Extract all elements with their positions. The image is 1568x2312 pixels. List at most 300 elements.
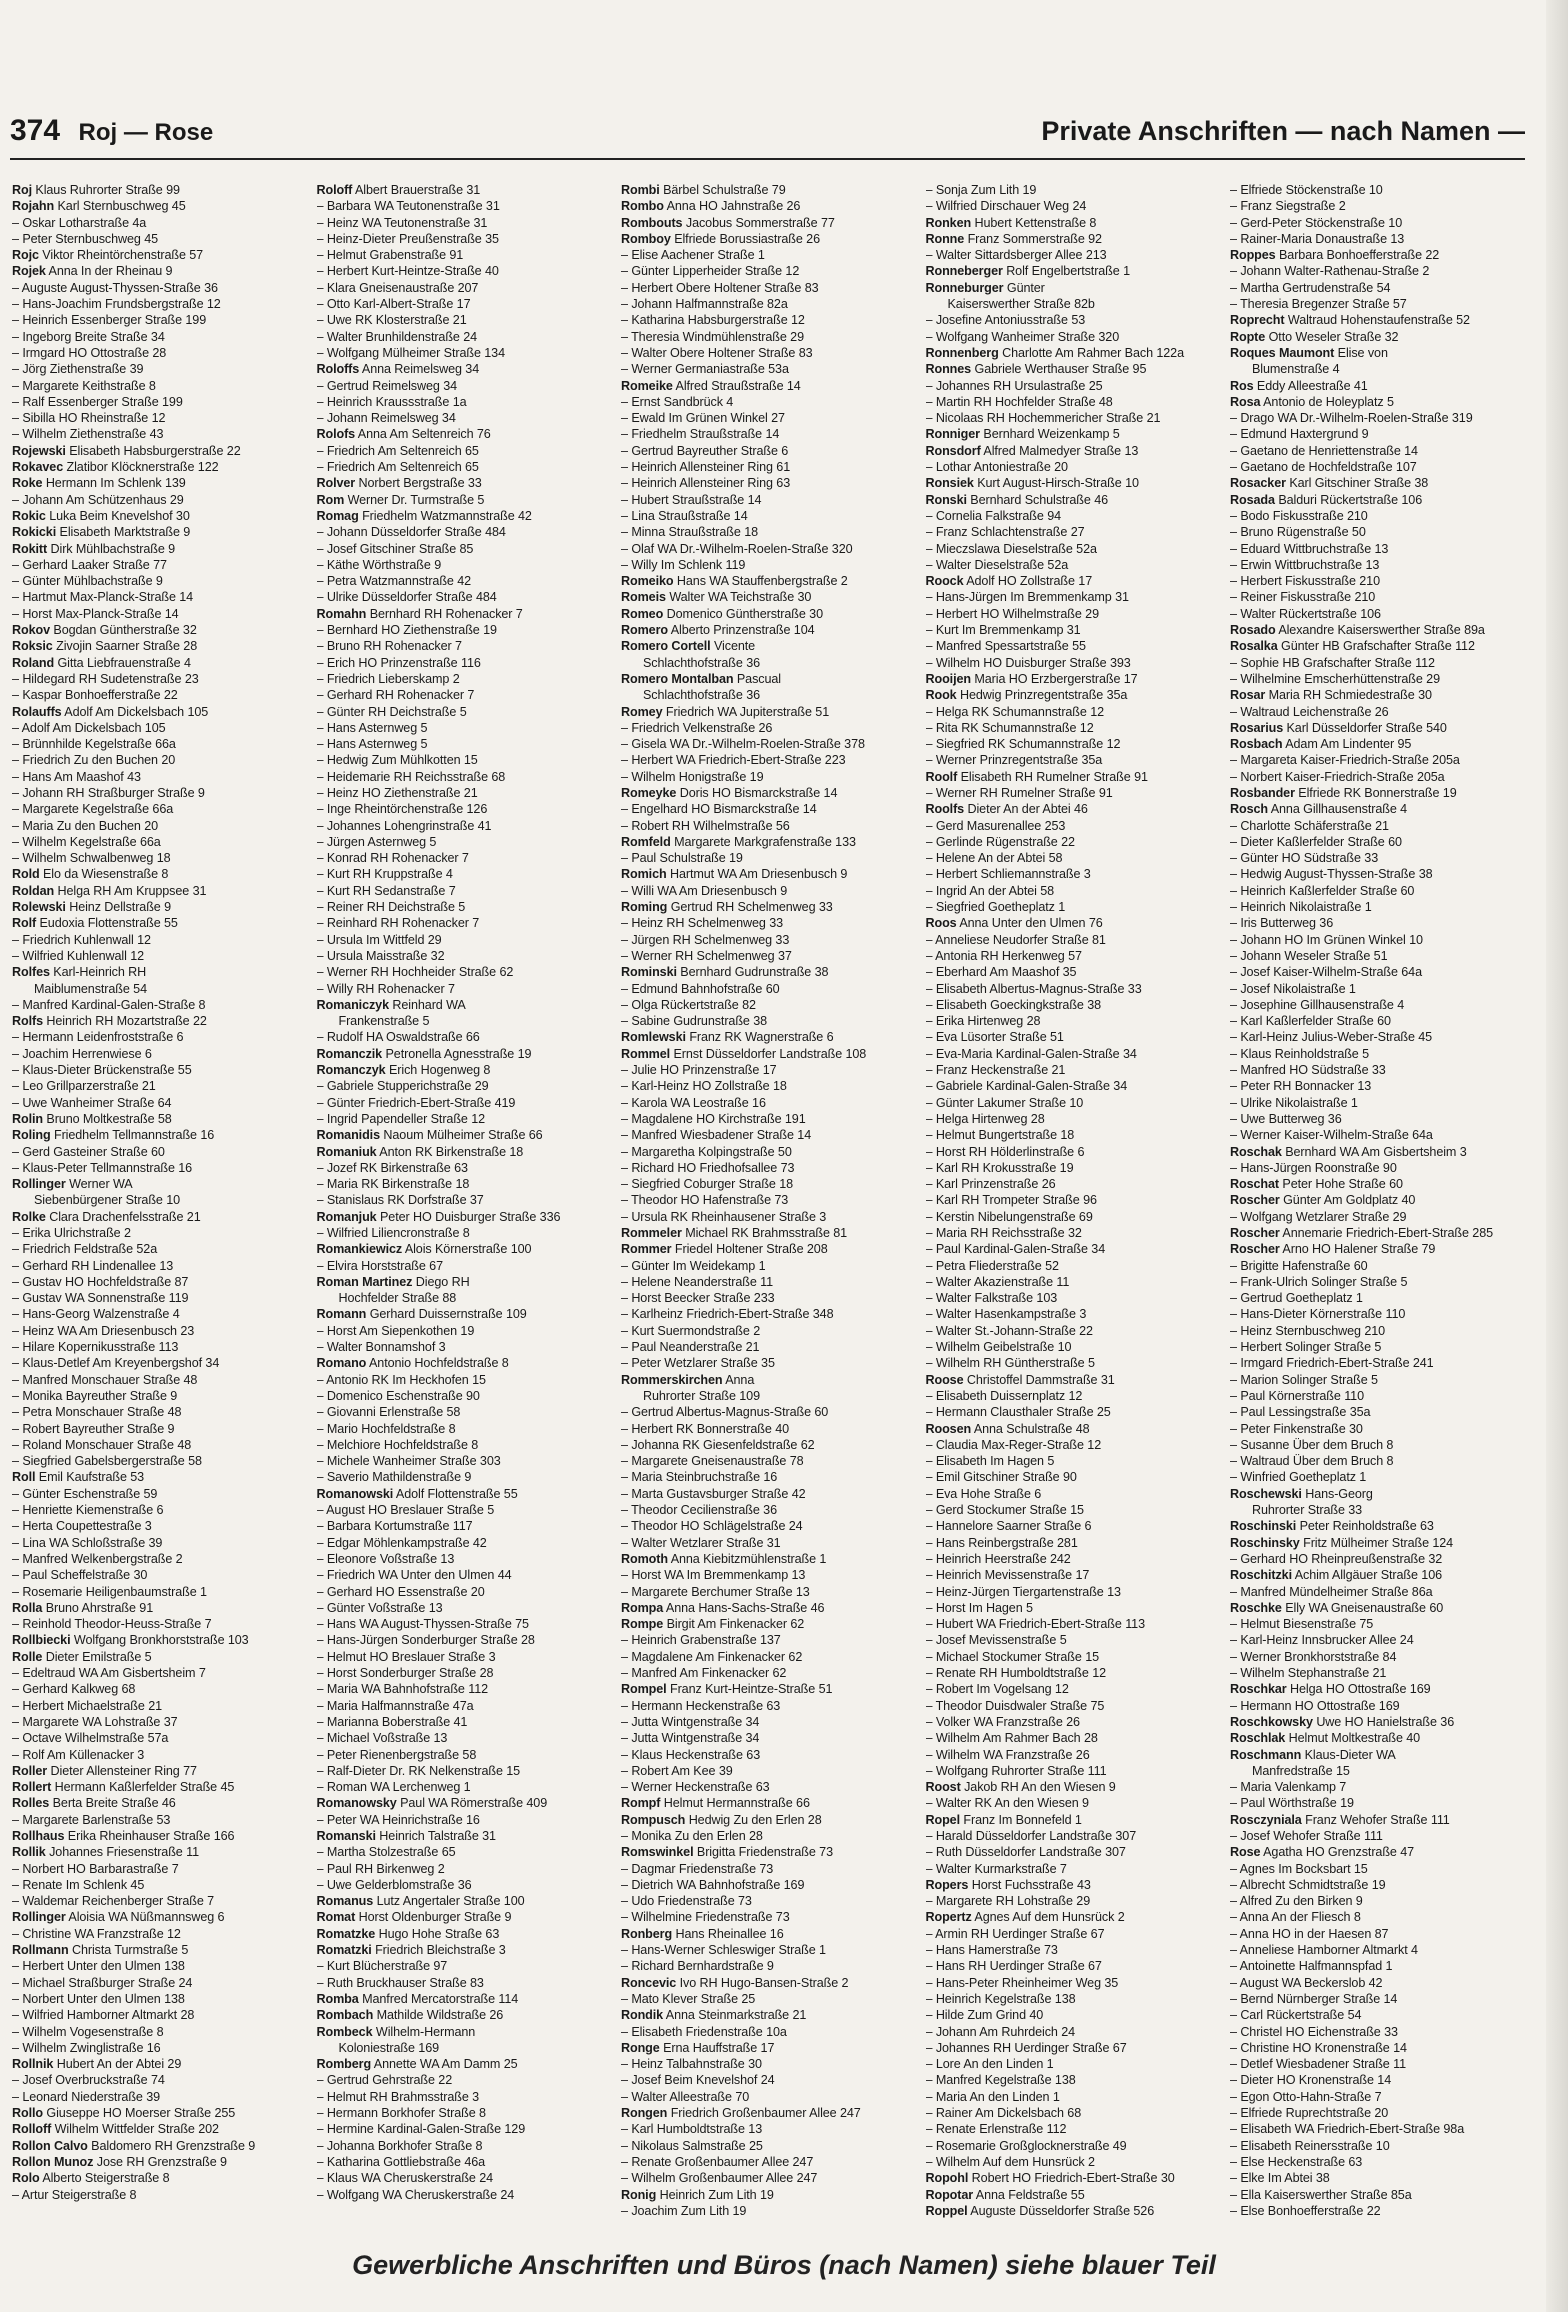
entry-address: Otto Weseler Straße 32 — [1268, 329, 1399, 344]
entry-dash: – — [925, 313, 936, 328]
directory-entry — [621, 361, 913, 377]
entry-address: Wilhelm Schwalbenweg 18 — [22, 851, 171, 866]
directory-entry — [1230, 1176, 1522, 1192]
entry-dash: – — [316, 248, 327, 263]
directory-entry — [926, 1502, 1218, 1518]
directory-entry — [926, 263, 1218, 279]
directory-entry — [926, 1306, 1218, 1322]
entry-dash: – — [925, 981, 936, 996]
entry-address: Gerhard Kalkweg 68 — [22, 1682, 136, 1697]
directory-entry — [12, 508, 304, 524]
entry-dash: – — [1230, 1991, 1241, 2006]
directory-entry — [12, 1241, 304, 1257]
entry-address: Dieter An der Abtei 46 — [967, 802, 1088, 817]
directory-entry — [1230, 1437, 1522, 1453]
directory-entry — [1230, 2072, 1522, 2088]
directory-entry — [621, 1355, 913, 1371]
entry-dash: – — [925, 1943, 936, 1958]
entry-address: Walter Wetzlarer Straße 31 — [631, 1535, 781, 1550]
entry-address: Peter Finkenstraße 30 — [1240, 1421, 1363, 1436]
entry-address: Anneliese Hamborner Altmarkt 4 — [1239, 1943, 1418, 1958]
entry-address: Viktor Rheintörchenstraße 57 — [42, 248, 204, 263]
entry-address: Ursula RK Rheinhausener Straße 3 — [631, 1209, 827, 1224]
entry-address: Peter WA Heinrichstraße 16 — [326, 1812, 480, 1827]
entry-address: Helmut RH Brahmsstraße 3 — [326, 2089, 480, 2104]
entry-dash: – — [316, 2187, 327, 2202]
entry-surname: Rom — [316, 492, 345, 507]
entry-address: Günter Lipperheider Straße 12 — [631, 264, 800, 279]
directory-entry — [12, 524, 304, 540]
entry-dash: – — [925, 183, 936, 197]
directory-entry — [317, 1046, 609, 1062]
entry-dash: – — [1230, 2089, 1241, 2104]
directory-entry — [317, 1127, 609, 1143]
entry-surname: Rosa — [1230, 394, 1261, 409]
directory-entry — [317, 1013, 609, 1029]
entry-dash: – — [12, 574, 23, 589]
entry-dash: – — [621, 2138, 632, 2153]
entry-address: Heinz-Jürgen Tiergartenstraße 13 — [935, 1584, 1121, 1599]
entry-address: Marianna Boberstraße 41 — [326, 1714, 468, 1729]
entry-dash: – — [12, 1747, 23, 1762]
entry-address: Claudia Max-Reger-Straße 12 — [935, 1437, 1102, 1452]
directory-entry — [621, 1306, 913, 1322]
entry-address: Kaiserswerther Straße 82b — [947, 297, 1095, 312]
entry-address: Günter RH Deichstraße 5 — [326, 704, 467, 719]
entry-dash: – — [621, 1943, 632, 1958]
directory-entry — [621, 785, 913, 801]
entry-address: Anton RK Birkenstraße 18 — [379, 1144, 524, 1159]
entry-dash: – — [1230, 1454, 1241, 1469]
entry-address: Gerd Masurenallee 253 — [935, 818, 1066, 833]
directory-entry — [317, 182, 609, 198]
entry-address: Edgar Möhlenkampstraße 42 — [326, 1535, 487, 1550]
entry-address: Walter Falkstraße 103 — [935, 1291, 1058, 1306]
directory-entry — [317, 866, 609, 882]
entry-dash: – — [1230, 2073, 1241, 2088]
entry-surname: Romaniczyk — [316, 997, 389, 1012]
entry-dash: – — [621, 1063, 632, 1078]
entry-address: Theodor HO Schlägelstraße 24 — [631, 1519, 803, 1534]
entry-surname: Ronig — [621, 2187, 657, 2202]
directory-entry — [926, 1372, 1218, 1388]
entry-address: Reinhard RH Rohenacker 7 — [326, 916, 480, 931]
entry-surname: Romeike — [621, 378, 673, 393]
entry-address: Dirk Mühlbachstraße 9 — [50, 541, 176, 556]
entry-address: Gustav WA Sonnenstraße 119 — [22, 1291, 189, 1306]
entry-dash: – — [925, 1030, 936, 1045]
entry-address: Volker WA Franzstraße 26 — [935, 1714, 1080, 1729]
directory-entry — [1230, 182, 1522, 198]
entry-address: Drago WA Dr.-Wilhelm-Roelen-Straße 319 — [1240, 411, 1473, 426]
entry-dash: – — [1230, 525, 1241, 540]
directory-entry — [12, 704, 304, 720]
directory-entry — [621, 2089, 913, 2105]
entry-address: Hans-Werner Schleswiger Straße 1 — [631, 1943, 826, 1958]
bleed-through-text — [560, 30, 1520, 90]
entry-dash: – — [316, 199, 327, 214]
entry-surname: Romatzke — [316, 1926, 376, 1941]
entry-address: Zlatibor Klöcknerstraße 122 — [66, 460, 219, 475]
directory-entry — [621, 720, 913, 736]
entry-dash: – — [12, 1160, 23, 1175]
entry-surname: Roolfs — [925, 802, 965, 817]
entry-address: Heinrich Grabenstraße 137 — [631, 1633, 781, 1648]
directory-entry — [1230, 1698, 1522, 1714]
directory-entry — [621, 1486, 913, 1502]
entry-dash: – — [316, 1503, 327, 1518]
entry-dash: – — [925, 1160, 936, 1175]
directory-entry — [1230, 736, 1522, 752]
entry-address: Franz RK Wagnerstraße 6 — [689, 1030, 834, 1045]
entry-address: Heinrich RH Mozartstraße 22 — [46, 1014, 207, 1029]
directory-entry — [317, 2072, 609, 2088]
entry-address: Anna Gillhausenstraße 4 — [1270, 802, 1408, 817]
entry-dash: – — [316, 1193, 327, 1208]
directory-entry — [12, 1584, 304, 1600]
directory-entry — [1230, 1893, 1522, 1909]
entry-address: Bernhard Schulstraße 46 — [970, 492, 1109, 507]
entry-address: Egon Otto-Hahn-Straße 7 — [1240, 2089, 1382, 2104]
entry-address: Käthe Wörthstraße 9 — [326, 557, 442, 572]
directory-entry — [317, 296, 609, 312]
entry-address: Friedrich Am Seltenreich 65 — [326, 443, 479, 458]
entry-address: Anna Schulstraße 48 — [973, 1421, 1090, 1436]
entry-address: Werner Bronkhorststraße 84 — [1240, 1649, 1397, 1664]
entry-address: Ernst Düsseldorfer Landstraße 108 — [673, 1046, 867, 1061]
entry-dash: – — [1230, 1340, 1241, 1355]
directory-entry — [621, 1926, 913, 1942]
entry-surname: Romba — [316, 1991, 359, 2006]
entry-dash: – — [316, 818, 327, 833]
entry-dash: – — [925, 1975, 936, 1990]
entry-address: Hans WA Stauffenbergstraße 2 — [676, 574, 848, 589]
entry-address: Walter Hasenkampstraße 3 — [935, 1307, 1087, 1322]
entry-address: Johann Reimelsweg 34 — [326, 411, 456, 426]
directory-entry — [621, 1339, 913, 1355]
entry-address: Josef Wehofer Straße 111 — [1240, 1828, 1383, 1843]
entry-address: Gabriele Werthauser Straße 95 — [974, 362, 1147, 377]
entry-dash: – — [925, 883, 936, 898]
entry-address: Michael Stockumer Straße 15 — [935, 1649, 1099, 1664]
directory-entry — [317, 1258, 609, 1274]
entry-address: Hans-Jürgen Im Bremmenkamp 31 — [935, 590, 1129, 605]
entry-address: Nikolaus Salmstraße 25 — [631, 2138, 763, 2153]
entry-address: Hans WA August-Thyssen-Straße 75 — [326, 1617, 529, 1632]
entry-dash: – — [925, 460, 936, 475]
directory-entry — [926, 557, 1218, 573]
entry-dash: – — [925, 378, 936, 393]
entry-address: Naoum Mülheimer Straße 66 — [383, 1128, 543, 1143]
directory-entry — [926, 1339, 1218, 1355]
entry-address: Michael RK Brahmsstraße 81 — [685, 1226, 848, 1240]
entry-address: Walter Kurmarkstraße 7 — [935, 1861, 1067, 1876]
entry-dash: – — [621, 1780, 632, 1795]
directory-entry — [1230, 850, 1522, 866]
entry-address: Josef Overbruckstraße 74 — [22, 2073, 165, 2088]
entry-address: Karola WA Leostraße 16 — [631, 1095, 766, 1110]
entry-dash: – — [1230, 2024, 1241, 2039]
directory-entry — [12, 296, 304, 312]
directory-entry — [12, 1909, 304, 1925]
entry-address: Gerlinde Rügenstraße 22 — [935, 834, 1075, 849]
entry-surname: Rosado — [1230, 623, 1276, 638]
directory-entry — [12, 541, 304, 557]
entry-dash: – — [316, 2089, 327, 2104]
entry-address: Robert Bayreuther Straße 9 — [22, 1421, 175, 1436]
directory-entry — [1230, 801, 1522, 817]
entry-dash: – — [621, 1160, 632, 1175]
entry-dash: – — [12, 280, 22, 295]
entry-address: Werner Germaniastraße 53a — [631, 362, 789, 377]
entry-address: Erwin Wittbruchstraße 13 — [1240, 557, 1380, 572]
entry-dash: – — [12, 753, 23, 768]
entry-dash: – — [621, 802, 632, 817]
directory-entry — [1230, 1323, 1522, 1339]
directory-entry — [1230, 1372, 1522, 1388]
entry-dash: – — [1230, 2106, 1241, 2121]
directory-entry — [621, 964, 913, 980]
directory-entry — [12, 1339, 304, 1355]
entry-address: Diego RH — [415, 1274, 470, 1289]
directory-entry — [1230, 785, 1522, 801]
entry-address: Alfred Zu den Birken 9 — [1239, 1894, 1363, 1909]
entry-address: Klara Gneisenaustraße 207 — [326, 280, 479, 295]
entry-address: Else Heckenstraße 63 — [1240, 2154, 1363, 2169]
entry-address: Friedrich Bleichstraße 3 — [375, 1943, 506, 1958]
entry-address: Michael Straßburger Straße 24 — [22, 1975, 193, 1990]
entry-address: Heinrich Heerstraße 242 — [935, 1551, 1071, 1566]
entry-address: Herbert Fiskusstraße 210 — [1240, 574, 1380, 589]
entry-surname: Ronge — [621, 2040, 660, 2055]
entry-surname: Rompf — [621, 1796, 661, 1811]
entry-dash: – — [621, 1584, 632, 1599]
directory-entry — [926, 1909, 1218, 1925]
entry-address: Karl-Heinz Julius-Weber-Straße 45 — [1240, 1030, 1433, 1045]
entry-address: Ingrid An der Abtei 58 — [935, 883, 1055, 898]
directory-entry — [926, 1861, 1218, 1877]
directory-entry — [12, 1209, 304, 1225]
directory-entry — [1230, 915, 1522, 931]
entry-dash: – — [12, 1894, 23, 1909]
directory-entry — [1230, 964, 1522, 980]
entry-dash: – — [925, 2106, 936, 2121]
entry-address: Hans-Georg — [1305, 1486, 1373, 1501]
directory-entry — [12, 915, 304, 931]
directory-entry — [1230, 720, 1522, 736]
directory-entry — [317, 1909, 609, 1925]
entry-dash: – — [1230, 1666, 1241, 1681]
directory-entry — [12, 378, 304, 394]
entry-address: Kurt Blücherstraße 97 — [326, 1959, 448, 1974]
entry-address: Michael Voßstraße 13 — [326, 1731, 448, 1746]
directory-entry — [926, 769, 1218, 785]
entry-dash: – — [1230, 215, 1241, 230]
entry-address: Wolfgang WA Cheruskerstraße 24 — [326, 2187, 515, 2202]
directory-entry — [1230, 443, 1522, 459]
directory-entry — [12, 312, 304, 328]
directory-entry — [1230, 1861, 1522, 1877]
directory-entry — [621, 818, 913, 834]
directory-entry — [317, 426, 609, 442]
entry-address: Renate Im Schlenk 45 — [22, 1877, 145, 1892]
directory-entry — [12, 2056, 304, 2072]
entry-address: Karl Sternbuschweg 45 — [57, 199, 186, 214]
entry-address: Wilhelm Vogesenstraße 8 — [22, 2024, 164, 2039]
entry-address: Sophie HB Grafschafter Straße 112 — [1240, 655, 1435, 670]
entry-dash: – — [1230, 1405, 1241, 1420]
entry-dash: – — [1230, 997, 1241, 1012]
entry-surname: Romanus — [316, 1894, 374, 1909]
entry-address: Reinhold Theodor-Heuss-Straße 7 — [22, 1617, 212, 1632]
entry-address: Elfriede Borussiastraße 26 — [674, 231, 820, 246]
entry-address: Schlachthofstraße 36 — [643, 688, 761, 703]
directory-entry — [926, 1404, 1218, 1420]
directory-entry — [926, 2203, 1218, 2219]
entry-dash: – — [316, 1454, 327, 1469]
directory-entry — [317, 1290, 609, 1306]
directory-entry — [317, 1893, 609, 1909]
entry-dash: – — [925, 737, 936, 752]
entry-dash: – — [12, 1519, 23, 1534]
directory-entry — [621, 1160, 913, 1176]
entry-dash: – — [316, 1421, 327, 1436]
entry-address: Johann HO Im Grünen Winkel 10 — [1240, 932, 1423, 947]
entry-address: Johanna Borkhofer Straße 8 — [326, 2138, 483, 2153]
directory-entry — [926, 508, 1218, 524]
entry-dash: – — [316, 280, 327, 295]
entry-dash: – — [1230, 411, 1241, 426]
directory-entry — [12, 1926, 304, 1942]
directory-entry — [1230, 1763, 1522, 1779]
entry-surname: Roschinski — [1230, 1519, 1297, 1534]
directory-entry — [926, 834, 1218, 850]
directory-entry — [621, 1453, 913, 1469]
directory-entry — [1230, 2007, 1522, 2023]
directory-entry — [317, 1421, 609, 1437]
entry-dash: – — [925, 1388, 936, 1403]
entry-dash: – — [316, 2138, 327, 2153]
directory-entry — [1230, 296, 1522, 312]
directory-entry — [621, 1209, 913, 1225]
entry-dash: – — [621, 1144, 632, 1159]
directory-entry — [926, 2138, 1218, 2154]
entry-surname: Ronberg — [621, 1926, 673, 1941]
directory-entry — [1230, 1388, 1522, 1404]
entry-dash: – — [12, 720, 22, 735]
entry-dash: – — [12, 1535, 23, 1550]
directory-entry — [317, 1535, 609, 1551]
entry-address: Hubert An der Abtei 29 — [56, 2057, 182, 2072]
entry-address: Manfred Spessartstraße 55 — [935, 639, 1086, 654]
entry-address: Werner Kaiser-Wilhelm-Straße 64a — [1240, 1128, 1433, 1143]
entry-dash: – — [12, 1926, 23, 1941]
directory-entry — [926, 899, 1218, 915]
entry-dash: – — [12, 427, 23, 442]
directory-entry — [12, 1828, 304, 1844]
directory-entry — [926, 524, 1218, 540]
entry-dash: – — [925, 1340, 936, 1355]
entry-dash: – — [1230, 2203, 1241, 2218]
entry-address: Hochfelder Straße 88 — [338, 1291, 457, 1306]
entry-dash: – — [316, 720, 327, 735]
directory-entry — [926, 1877, 1218, 1893]
entry-address: Friedrich Feldstraße 52a — [22, 1242, 158, 1257]
directory-entry — [926, 1958, 1218, 1974]
directory-entry — [1230, 410, 1522, 426]
directory-entry — [621, 1437, 913, 1453]
directory-entry — [1230, 1942, 1522, 1958]
entry-surname: Ropel — [925, 1812, 960, 1827]
entry-dash: – — [1230, 1877, 1240, 1892]
entry-surname: Roos — [925, 916, 957, 931]
entry-dash: – — [316, 574, 327, 589]
entry-address: Christel HO Eichenstraße 33 — [1240, 2024, 1398, 2039]
entry-address: Friedrich Velkenstraße 26 — [631, 720, 773, 735]
entry-address: Walter Akazienstraße 11 — [935, 1274, 1070, 1289]
entry-address: Hans Rheinallee 16 — [675, 1926, 784, 1941]
entry-address: Vicente — [713, 639, 756, 654]
directory-entry — [926, 606, 1218, 622]
directory-entry — [317, 899, 609, 915]
directory-entry — [317, 2154, 609, 2170]
directory-entry — [1230, 1616, 1522, 1632]
entry-dash: – — [12, 948, 23, 963]
directory-entry — [12, 198, 304, 214]
entry-surname: Romanski — [316, 1828, 376, 1843]
entry-address: Walter Bonnamshof 3 — [326, 1340, 446, 1355]
directory-entry — [621, 948, 913, 964]
directory-entry — [926, 1355, 1218, 1371]
entry-address: Maria RH Schmiedestraße 30 — [1268, 688, 1432, 703]
entry-address: Helmut Moltkestraße 40 — [1288, 1731, 1421, 1746]
entry-surname: Rompusch — [621, 1812, 686, 1827]
entry-dash: – — [316, 655, 327, 670]
entry-dash: – — [621, 1356, 632, 1371]
directory-entry — [1230, 883, 1522, 899]
entry-dash: – — [1230, 1160, 1241, 1175]
entry-surname: Roschitzki — [1230, 1568, 1292, 1583]
entry-dash: – — [1230, 1372, 1241, 1387]
directory-entry — [1230, 638, 1522, 654]
entry-address: Monika Zu den Erlen 28 — [631, 1828, 763, 1843]
entry-dash: – — [316, 231, 327, 246]
entry-address: Gerhard HO Rheinpreußenstraße 32 — [1240, 1551, 1443, 1566]
entry-dash: – — [1230, 1291, 1241, 1306]
entry-address: Agnes Auf dem Hunsrück 2 — [974, 1910, 1125, 1925]
directory-entry — [926, 378, 1218, 394]
entry-address: Udo Friedenstraße 73 — [631, 1894, 752, 1909]
directory-entry — [621, 1502, 913, 1518]
directory-entry — [621, 981, 913, 997]
entry-address: Helmut Grabenstraße 91 — [326, 248, 464, 263]
directory-entry — [621, 1176, 913, 1192]
entry-surname: Rokavec — [12, 460, 64, 475]
entry-dash: – — [12, 1046, 23, 1061]
entry-address: Helmut HO Breslauer Straße 3 — [326, 1649, 496, 1664]
directory-entry — [1230, 198, 1522, 214]
entry-address: Johannes RH Ursulastraße 25 — [935, 378, 1103, 393]
directory-entry — [926, 410, 1218, 426]
entry-address: Alberto Steigerstraße 8 — [42, 2171, 170, 2186]
directory-entry — [1230, 834, 1522, 850]
directory-entry — [926, 736, 1218, 752]
directory-entry — [12, 1714, 304, 1730]
entry-dash: – — [925, 1079, 936, 1094]
directory-entry — [12, 1600, 304, 1616]
directory-entry — [12, 883, 304, 899]
entry-address: Anna Hans-Sachs-Straße 46 — [665, 1600, 825, 1615]
